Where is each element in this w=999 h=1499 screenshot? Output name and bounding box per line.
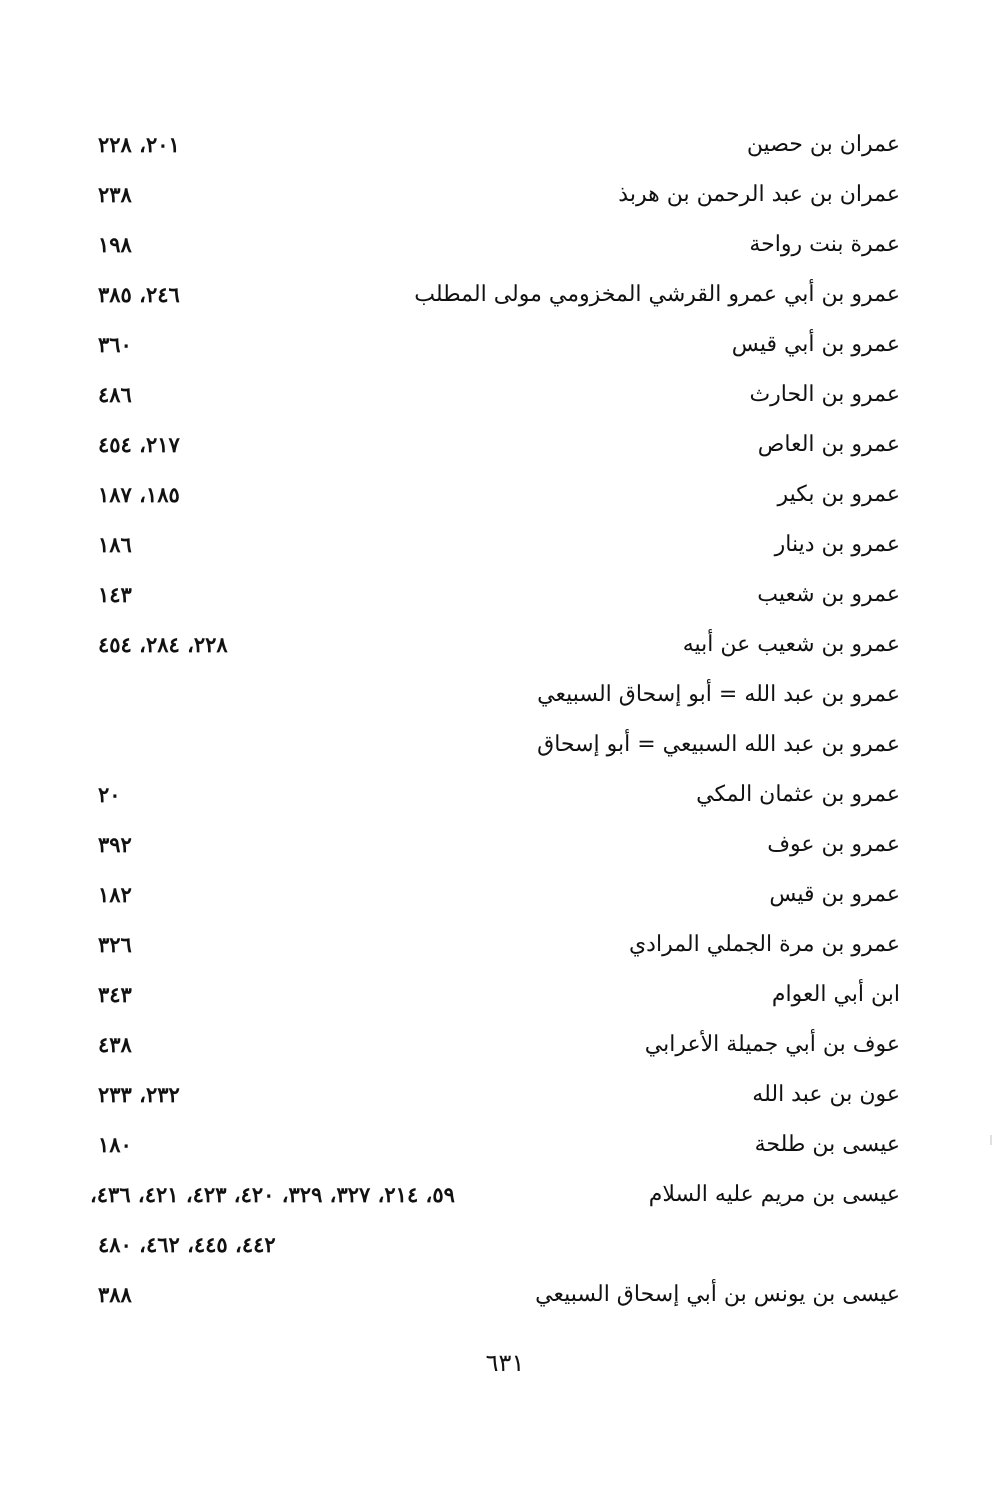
entry-name: عمران بن عبد الرحمن بن هربذ: [618, 182, 900, 207]
entry-pages: ١٨٢: [98, 882, 132, 907]
page-number: ٦٣١: [485, 1349, 525, 1377]
index-entry: [90, 327, 900, 363]
entry-pages: ٣٨٨: [98, 1282, 132, 1307]
entry-name: عمرو بن أبي قيس: [731, 332, 900, 357]
entry-pages: ٤٤٢، ٤٤٥، ٤٦٢، ٤٨٠: [98, 1232, 276, 1257]
entry-pages: ١٨٥، ١٨٧: [98, 482, 180, 507]
entry-name: عيسى بن طلحة: [754, 1132, 900, 1157]
entry-pages: ٣٤٣: [98, 982, 132, 1007]
entry-name: عمرو بن مرة الجملي المرادي: [628, 932, 900, 957]
entry-name: ابن أبي العوام: [771, 982, 900, 1007]
index-entry: [90, 877, 900, 913]
entry-name: عيسى بن مريم عليه السلام: [648, 1182, 900, 1207]
index-entry: [90, 477, 900, 513]
index-entry: [90, 627, 900, 663]
entry-name: عون بن عبد الله: [752, 1082, 900, 1107]
entry-pages: ٢٤٦، ٣٨٥: [98, 282, 180, 307]
index-entry: [90, 127, 900, 163]
index-entry: [90, 527, 900, 563]
entry-name: عمرو بن العاص: [757, 432, 900, 457]
entry-name: عمرو بن عوف: [767, 832, 900, 857]
entry-pages: ٣٩٢: [98, 832, 132, 857]
index-entry: [90, 977, 900, 1013]
entry-name: عمرو بن دينار: [774, 532, 900, 557]
index-entry: [90, 227, 900, 263]
entry-pages: ٢٠١، ٢٢٨: [98, 132, 180, 157]
entry-name: عمرو بن عبد الله = أبو إسحاق السبيعي: [537, 682, 900, 707]
entry-pages: ٣٢٦: [98, 932, 132, 957]
entry-pages: ٢٣٢، ٢٣٣: [98, 1082, 180, 1107]
index-entry: [90, 927, 900, 963]
index-entry: [90, 827, 900, 863]
scan-edge-mark: [990, 1135, 992, 1145]
entry-pages: ١٩٨: [98, 232, 132, 257]
entry-name: عمرو بن عبد الله السبيعي = أبو إسحاق: [537, 732, 900, 757]
index-entry: [90, 677, 900, 713]
entry-name: عوف بن أبي جميلة الأعرابي: [644, 1032, 900, 1057]
entry-pages: ١٨٦: [98, 532, 132, 557]
entry-pages: ١٤٣: [98, 582, 132, 607]
index-entry: [90, 727, 900, 763]
index-entry: [90, 1077, 900, 1113]
entry-pages: ٢١٧، ٤٥٤: [98, 432, 180, 457]
entry-name: عمرو بن عثمان المكي: [696, 782, 900, 807]
entry-name: عمرو بن أبي عمرو القرشي المخزومي مولى المطلب: [414, 282, 900, 307]
index-entry: [90, 377, 900, 413]
entry-pages: ٤٨٦: [98, 382, 132, 407]
entry-name: عيسى بن يونس بن أبي إسحاق السبيعي: [535, 1282, 900, 1307]
index-entry: [90, 777, 900, 813]
entry-pages: ٢٣٨: [98, 182, 132, 207]
entry-pages: ١٨٠: [98, 1132, 132, 1157]
index-entry-continuation: [98, 1227, 328, 1263]
index-entry: [90, 577, 900, 613]
entry-name: عمرو بن قيس: [769, 882, 900, 907]
index-entry: [90, 1027, 900, 1063]
entry-name: عمرو بن الحارث: [749, 382, 900, 407]
entry-pages: ٣٦٠: [98, 332, 132, 357]
index-entry: [90, 1177, 900, 1213]
entry-pages: ٤٣٨: [98, 1032, 132, 1057]
index-entry: [90, 427, 900, 463]
entry-name: عمرو بن شعيب: [757, 582, 900, 607]
entry-name: عمرو بن بكير: [777, 482, 900, 507]
entry-name: عمرو بن شعيب عن أبيه: [682, 632, 900, 657]
entry-pages: ٢٢٨، ٢٨٤، ٤٥٤: [98, 632, 228, 657]
index-entry: [90, 1277, 900, 1313]
index-entry: [90, 277, 900, 313]
index-entry: [90, 177, 900, 213]
entry-name: عمران بن حصين: [746, 132, 900, 157]
entry-name: عمرة بنت رواحة: [749, 232, 900, 257]
entry-pages: ٥٩، ٢١٤، ٣٢٧، ٣٢٩، ٤٢٠، ٤٢٣، ٤٢١، ٤٣٦،: [90, 1182, 455, 1207]
entry-pages: ٢٠: [98, 782, 121, 807]
index-entry: [90, 1127, 900, 1163]
